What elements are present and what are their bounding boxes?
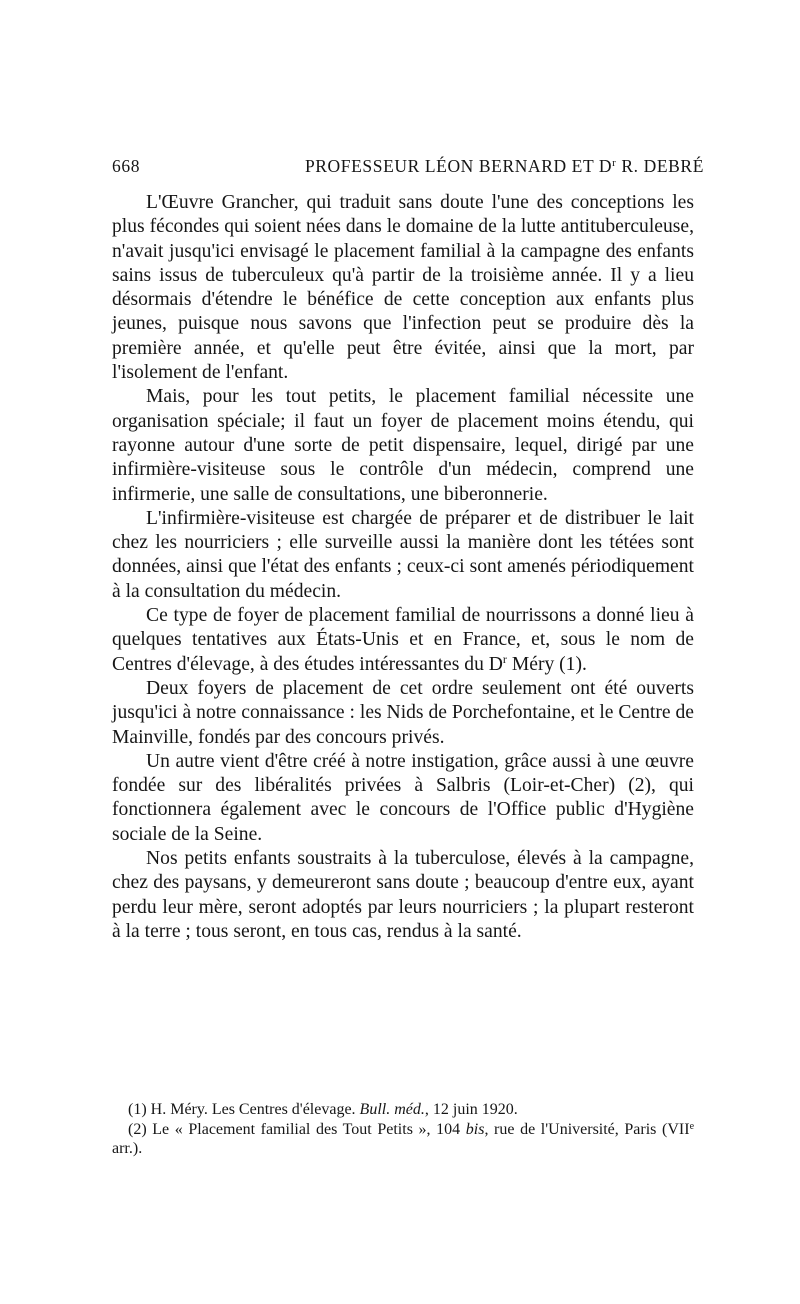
footnotes <box>112 1100 694 1159</box>
footnote-2: (2) Le « Placement familial des Tout Petits », 104 bis, rue de l'Université, Paris (VIIe arr.). <box>112 1120 695 1157</box>
footnote-1: (1) H. Méry. Les Centres d'élevage. Bull. méd., 12 juin 1920. <box>128 1101 518 1118</box>
paragraph-centres-elevage: Ce type de foyer de placement familial de nourrissons a donné lieu à quelques tentatives aux États-Unis et en France, et, sous le nom de Centres d'élevage, à des études intéressantes du $D^r$ Méry (1). <box>112 605 694 675</box>
running-title: PROFESSEUR LÉON BERNARD ET $D^r$ R. DEBRÉ <box>304 156 704 176</box>
paragraph-conclusion: Nos petits enfants soustraits à la tuberculose, élevés à la campagne, chez des paysans, y demeureront sans doute ; beaucoup d'entre eux, ayant perdu leur mère, seront adoptés par leurs nourriciers ; la plupart resteront à la terre ; tous seront, en tous cas, rendus à la santé. <box>112 848 694 942</box>
page-number: 668 <box>112 156 141 176</box>
paragraph-salbris: Un autre vient d'être créé à notre instigation, grâce aussi à une œuvre fondée sur des libéralités privées à Salbris (Loir-et-Cher) (2), qui fonctionnera également avec le concours de l'Office public d'Hygiène sociale de la Seine. <box>112 750 694 845</box>
body-text <box>112 191 694 944</box>
paragraph-oeuvre-grancher: L'Œuvre Grancher, qui traduit sans doute l'une des conceptions les plus fécondes qui soient nées dans le domaine de la lutte antituberculeuse, n'avait jusqu'ici envisagé le placement familial à la campagne des enfants sains issus de tuberculeux qu'à partir de la troisième année. Il y a lieu désormais d'étendre le bénéfice de cette conception aux enfants plus jeunes, puisque nous savons que l'infection peut se produire dès la première année, et qu'elle peut être évitée, ainsi que la mort, par l'isolement de l'enfant. <box>112 192 694 384</box>
paragraph-infirmiere-visiteuse: L'infirmière-visiteuse est chargée de préparer et de distribuer le lait chez les nourriciers ; elle surveille aussi la manière dont les tétées sont données, ainsi que l'état des enfants ; ceux-ci sont amenés périodiquement à la consultation du médecin. <box>112 507 694 602</box>
paragraph-tout-petits: Mais, pour les tout petits, le placement familial nécessite une organisation spéciale; il faut un foyer de placement moins étendu, qui rayonne autour d'une sorte de petit dispensaire, lequel, dirigé par une infirmière-visiteuse sous le contrôle d'un médecin, comprend une infirmerie, une salle de consultations, une biberonnerie. <box>112 386 694 505</box>
paragraph-deux-foyers: Deux foyers de placement de cet ordre seulement ont été ouverts jusqu'ici à notre connaissance : les Nids de Porchefontaine, et le Centre de Mainville, fondés par des concours privés. <box>112 677 694 748</box>
